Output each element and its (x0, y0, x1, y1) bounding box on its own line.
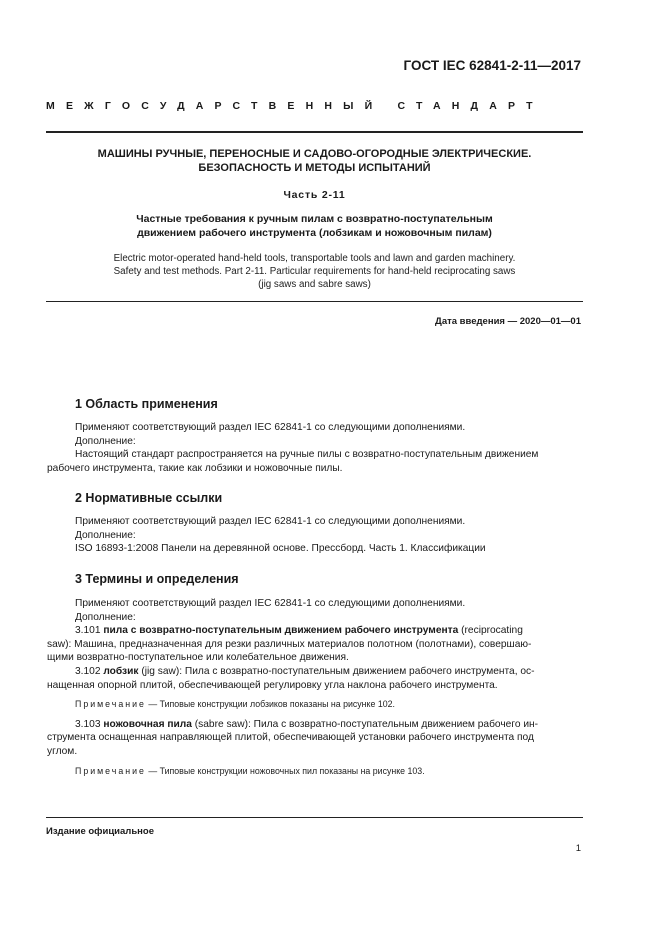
term-number: 3.103 (75, 718, 104, 730)
paragraph: Дополнение: (75, 529, 136, 541)
gost-code: ГОСТ IEC 62841-2-11—2017 (403, 58, 581, 73)
term-english: (reciprocating (458, 625, 523, 637)
part-number: Часть 2-11 (283, 189, 346, 201)
header-rule (46, 131, 583, 133)
section-1-heading: 1 Область применения (75, 397, 218, 411)
subtitle-line: движением рабочего инструмента (лобзикам и ножовочным пилам) (137, 227, 492, 239)
note-label: Примечание (75, 765, 146, 776)
title-english (46, 252, 583, 291)
section-2-body (75, 515, 583, 556)
term-3-102 (75, 665, 583, 679)
footer-rule (46, 817, 583, 818)
subtitle-line: Частные требования к ручным пилам с возвратно-поступательным (136, 213, 493, 225)
page-number: 1 (575, 843, 581, 854)
paragraph: Применяют соответствующий раздел IEC 62841-1 со следующими дополнениями. (75, 598, 466, 609)
term-3-103 (75, 718, 583, 732)
note-text: — Типовые конструкции лобзиков показаны на рисунке 102. (145, 699, 395, 710)
note-1 (75, 698, 583, 712)
term-name: пила с возвратно-поступательным движением рабочего инструмента (103, 625, 459, 637)
paragraph: Применяют соответствующий раздел IEC 62841-1 со следующими дополнениями. (75, 422, 466, 433)
note-2 (75, 765, 583, 779)
title-en-line: Safety and test methods. Part 2-11. Particular requirements for hand-held reciprocating saws (113, 266, 516, 277)
definition-text: (jig saw): Пила с возвратно-поступательным движением рабочего инструмента, ос- (138, 665, 535, 677)
term-number: 3.101 (75, 625, 104, 637)
paragraph: Применяют соответствующий раздел IEC 62841-1 со следующими дополнениями. (75, 516, 466, 527)
title-russian (46, 147, 583, 175)
definition-text: (sabre saw): Пила с возвратно-поступательным движением рабочего ин- (191, 718, 539, 730)
subtitle-russian (46, 212, 583, 240)
official-edition-label: Издание официальное (46, 826, 154, 837)
term-number: 3.102 (75, 665, 104, 677)
title-line: БЕЗОПАСНОСТЬ И МЕТОДЫ ИСПЫТАНИЙ (198, 162, 431, 174)
note-text: — Типовые конструкции ножовочных пил показаны на рисунке 103. (145, 765, 425, 776)
term-name: ножовочная пила (103, 718, 192, 730)
section-1-body (47, 421, 583, 475)
title-en-line: (jig saws and sabre saws) (258, 279, 371, 290)
note-label: Примечание (75, 699, 146, 710)
title-en-line: Electric motor-operated hand-held tools, transportable tools and lawn and garden machinery. (113, 253, 516, 264)
term-3-101 (75, 624, 583, 638)
definition-line: струмента оснащенная направляющей плитой, обеспечивающей установки рабочего инструмента под (47, 732, 534, 744)
paragraph: Дополнение: (75, 611, 136, 623)
title-rule (46, 301, 583, 302)
section-3-body (47, 597, 583, 778)
paragraph: Настоящий стандарт распространяется на ручные пилы с возвратно-поступательным движением (75, 449, 539, 461)
date-of-introduction: Дата введения — 2020—01—01 (435, 316, 581, 327)
paragraph: Дополнение: (75, 435, 136, 447)
term-name: лобзик (103, 665, 139, 677)
title-line: МАШИНЫ РУЧНЫЕ, ПЕРЕНОСНЫЕ И САДОВО-ОГОРОДНЫЕ ЭЛЕКТРИЧЕСКИЕ. (97, 148, 532, 160)
definition-line: нащенная опорной плитой, обеспечивающей регулировку угла наклона рабочего инструмента. (47, 679, 498, 691)
definition-line: щими возвратно-поступательное или колебательное движения. (47, 652, 349, 664)
paragraph: ISO 16893-1:2008 Панели на деревянной основе. Прессборд. Часть 1. Классификации (75, 543, 486, 555)
section-2-heading: 2 Нормативные ссылки (75, 491, 223, 505)
paragraph: рабочего инструмента, такие как лобзики и ножовочные пилы. (47, 462, 343, 474)
section-3-heading: 3 Термины и определения (75, 572, 239, 586)
definition-line: углом. (47, 745, 78, 757)
definition-line: saw): Машина, предназначенная для резки различных материалов полотном (полотнами), совершаю- (47, 638, 532, 650)
interstate-standard-label: МЕЖГОСУДАРСТВЕННЫЙ СТАНДАРТ (46, 100, 544, 112)
